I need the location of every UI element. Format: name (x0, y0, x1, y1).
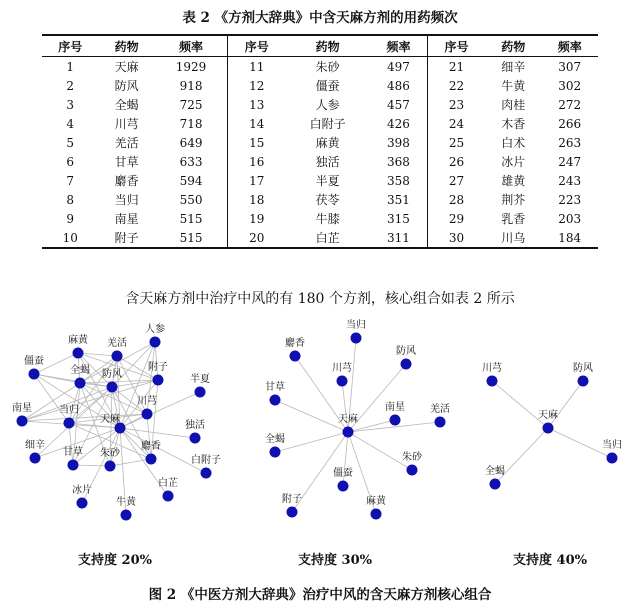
frequency-cell: 515 (155, 209, 228, 228)
frequency-cell: 398 (370, 133, 428, 152)
network-node-label: 牛黄 (116, 497, 136, 508)
index-cell: 8 (66, 192, 75, 207)
network-node-label: 当归 (602, 440, 622, 451)
herb-cell: 天麻 (114, 60, 139, 74)
network-node-label: 朱砂 (402, 452, 422, 463)
network-edge (69, 423, 73, 465)
network-node-label: 当归 (346, 320, 366, 331)
frequency-cell: 247 (558, 154, 582, 169)
table-row (42, 133, 598, 152)
header-herb: 药物 (485, 35, 541, 57)
network-node (105, 461, 116, 472)
network-node (75, 378, 86, 389)
index-cell: 17 (249, 173, 265, 188)
network-node-label: 附子 (148, 362, 168, 373)
network-node (201, 468, 212, 479)
network-node-label: 天麻 (100, 414, 120, 425)
herb-cell: 防风 (114, 79, 139, 93)
header-frequency: 频率 (370, 35, 428, 57)
network-node-label: 麝香 (141, 441, 161, 452)
network-node-label: 川芎 (482, 363, 502, 374)
network-node (121, 510, 132, 521)
frequency-cell: 311 (370, 228, 428, 248)
index-cell: 2 (66, 78, 75, 93)
network-support-40 (482, 361, 622, 490)
herb-cell: 全蝎 (114, 98, 139, 112)
index-cell: 15 (249, 135, 265, 150)
table-row (42, 190, 598, 209)
herb-cell: 肉桂 (501, 98, 526, 112)
network-node-label: 人参 (145, 324, 165, 335)
network-edge (348, 432, 412, 470)
network-node-label: 细辛 (25, 440, 45, 451)
network-node-label: 川芎 (332, 363, 352, 374)
network-node (64, 418, 75, 429)
herb-cell: 附子 (98, 228, 154, 248)
index-cell: 12 (249, 78, 265, 93)
network-edge (78, 353, 117, 356)
index-cell: 9 (66, 211, 75, 226)
network-node-label: 当归 (59, 405, 79, 416)
frequency-cell: 486 (370, 76, 428, 95)
frequency-table (42, 34, 598, 249)
network-node (270, 447, 281, 458)
intro-text: 含天麻方剂中治疗中风的有 180 个方剂，核心组合如表 2 所示 (125, 291, 515, 307)
index-cell: 22 (448, 78, 465, 93)
frequency-cell: 368 (370, 152, 428, 171)
herb-cell: 乳香 (501, 212, 526, 226)
index-cell: 16 (249, 154, 265, 169)
index-cell: 4 (66, 116, 75, 131)
table-header-row (42, 35, 598, 57)
network-node (17, 416, 28, 427)
network-node (77, 498, 88, 509)
network-node-label: 全蝎 (265, 434, 285, 445)
table-row (42, 114, 598, 133)
frequency-cell: 315 (370, 209, 428, 228)
index-cell: 19 (249, 211, 265, 226)
network-edge (155, 342, 158, 380)
frequency-cell: 457 (370, 95, 428, 114)
network-node (287, 507, 298, 518)
frequency-cell: 515 (155, 228, 228, 248)
herb-cell: 独活 (315, 155, 340, 169)
network-node-label: 全蝎 (485, 466, 505, 477)
network-node (290, 351, 301, 362)
index-cell: 30 (428, 228, 486, 248)
network-node-label: 麻黄 (68, 335, 88, 346)
herb-cell: 木香 (501, 117, 526, 131)
network-support-20 (12, 322, 221, 521)
network-subtitle-40: 支持度 40% (513, 553, 587, 568)
network-node-label: 白芷 (158, 478, 178, 489)
index-cell: 10 (42, 228, 98, 248)
frequency-cell: 272 (558, 97, 582, 112)
network-node (68, 460, 79, 471)
network-node-label: 僵蚕 (24, 356, 44, 367)
header-herb: 药物 (285, 35, 370, 57)
herb-cell: 白芷 (285, 228, 370, 248)
network-node (578, 376, 589, 387)
network-node-label: 南星 (385, 402, 405, 413)
network-node (407, 465, 418, 476)
network-node (337, 376, 348, 387)
frequency-cell: 633 (155, 152, 228, 171)
frequency-cell: 184 (541, 228, 598, 248)
network-node-label: 附子 (282, 494, 302, 505)
network-node (150, 337, 161, 348)
index-cell: 3 (66, 97, 75, 112)
network-node (435, 417, 446, 428)
network-node-label: 防风 (396, 346, 416, 357)
index-cell: 13 (249, 97, 265, 112)
herb-cell: 半夏 (315, 174, 340, 188)
herb-cell: 甘草 (114, 155, 139, 169)
index-cell: 21 (448, 59, 465, 74)
herb-cell: 麝香 (114, 174, 139, 188)
network-node (343, 427, 354, 438)
network-subtitle-20: 支持度 20% (78, 553, 152, 568)
frequency-cell: 307 (558, 59, 582, 74)
network-node-label: 甘草 (63, 447, 83, 458)
network-edge (110, 428, 120, 466)
network-node (107, 382, 118, 393)
herb-cell: 麻黄 (315, 136, 340, 150)
header-frequency: 频率 (541, 35, 598, 57)
network-node-label: 甘草 (265, 382, 285, 393)
header-herb: 药物 (98, 35, 154, 57)
index-cell: 25 (448, 135, 465, 150)
network-node (190, 433, 201, 444)
frequency-cell: 649 (155, 133, 228, 152)
table-row (42, 171, 598, 190)
index-cell: 11 (249, 59, 265, 74)
network-node-label: 白附子 (191, 455, 221, 466)
network-node (338, 481, 349, 492)
herb-cell: 白附子 (309, 117, 346, 131)
network-node (195, 387, 206, 398)
index-cell: 26 (448, 154, 465, 169)
frequency-cell: 594 (155, 171, 228, 190)
herb-cell: 细辛 (501, 60, 526, 74)
index-cell: 18 (249, 192, 265, 207)
network-node-label: 冰片 (72, 485, 92, 496)
frequency-cell: 203 (558, 211, 582, 226)
network-node (390, 415, 401, 426)
frequency-cell: 351 (370, 190, 428, 209)
network-node-label: 麻黄 (366, 496, 386, 507)
index-cell: 6 (66, 154, 75, 169)
table-row (42, 57, 598, 77)
network-node-label: 川芎 (137, 396, 157, 407)
network-node-label: 天麻 (338, 414, 358, 425)
network-node (490, 479, 501, 490)
index-cell: 27 (448, 173, 465, 188)
frequency-cell: 243 (558, 173, 582, 188)
frequency-cell: 302 (558, 78, 582, 93)
network-node-label: 羌活 (430, 404, 450, 415)
index-cell: 28 (448, 192, 465, 207)
index-cell: 24 (448, 116, 465, 131)
frequency-cell: 1929 (155, 57, 228, 77)
frequency-cell: 358 (370, 171, 428, 190)
table-caption: 表 2 《方剂大辞典》中含天麻方剂的用药频次 (182, 10, 458, 26)
herb-cell: 荆芥 (501, 193, 526, 207)
network-node (401, 359, 412, 370)
network-node-label: 全蝎 (70, 365, 90, 376)
network-node (543, 423, 554, 434)
herb-cell: 僵蚕 (315, 79, 340, 93)
herb-cell: 牛膝 (315, 212, 340, 226)
network-node-label: 南星 (12, 403, 32, 414)
network-node (73, 348, 84, 359)
network-edge (120, 428, 195, 438)
network-node (142, 409, 153, 420)
herb-cell: 人参 (315, 98, 340, 112)
header-frequency: 频率 (155, 35, 228, 57)
network-node-label: 羌活 (107, 338, 127, 349)
network-node (146, 454, 157, 465)
table-row (42, 76, 598, 95)
index-cell: 1 (66, 59, 75, 74)
table-row (42, 95, 598, 114)
herb-cell: 当归 (114, 193, 139, 207)
network-node-label: 防风 (573, 363, 593, 374)
network-node (153, 375, 164, 386)
index-cell: 14 (249, 116, 265, 131)
network-node (270, 395, 281, 406)
frequency-cell: 223 (558, 192, 582, 207)
table-row (42, 209, 598, 228)
network-figure (0, 318, 640, 548)
herb-cell: 川乌 (485, 228, 541, 248)
network-node-label: 半夏 (190, 374, 210, 385)
network-edge (275, 432, 348, 452)
network-node-label: 独活 (185, 420, 205, 431)
table-row (42, 228, 598, 248)
herb-cell: 朱砂 (315, 60, 340, 74)
index-cell: 5 (66, 135, 75, 150)
header-index: 序号 (42, 35, 98, 57)
frequency-cell: 266 (558, 116, 582, 131)
index-cell: 7 (66, 173, 75, 188)
index-cell: 20 (228, 228, 286, 248)
header-index: 序号 (228, 35, 286, 57)
network-support-30 (265, 318, 450, 520)
index-cell: 29 (448, 211, 465, 226)
network-node (371, 509, 382, 520)
herb-cell: 雄黄 (501, 174, 526, 188)
frequency-cell: 725 (155, 95, 228, 114)
herb-cell: 白术 (501, 136, 526, 150)
frequency-cell: 426 (370, 114, 428, 133)
network-node (29, 369, 40, 380)
network-node (30, 453, 41, 464)
table-row (42, 152, 598, 171)
frequency-cell: 550 (155, 190, 228, 209)
herb-cell: 羌活 (114, 136, 139, 150)
header-index: 序号 (428, 35, 486, 57)
network-edge (73, 465, 110, 466)
network-node-label: 麝香 (285, 338, 305, 349)
network-node (351, 333, 362, 344)
network-node (112, 351, 123, 362)
network-node-label: 防风 (102, 369, 122, 380)
herb-cell: 牛黄 (501, 79, 526, 93)
network-subtitle-30: 支持度 30% (298, 553, 372, 568)
index-cell: 23 (448, 97, 465, 112)
herb-cell: 茯苓 (315, 193, 340, 207)
network-node (163, 491, 174, 502)
network-node-label: 僵蚕 (333, 468, 353, 479)
network-node-label: 天麻 (538, 410, 558, 421)
network-node (607, 453, 618, 464)
network-node (487, 376, 498, 387)
frequency-cell: 263 (558, 135, 582, 150)
frequency-cell: 918 (155, 76, 228, 95)
figure-caption: 图 2 《中医方剂大辞典》治疗中风的含天麻方剂核心组合 (148, 587, 492, 603)
frequency-cell: 718 (155, 114, 228, 133)
frequency-cell: 497 (370, 57, 428, 77)
network-node-label: 朱砂 (100, 448, 120, 459)
herb-cell: 冰片 (501, 155, 526, 169)
herb-cell: 南星 (114, 212, 139, 226)
herb-cell: 川芎 (114, 117, 139, 131)
network-edge (110, 459, 151, 466)
